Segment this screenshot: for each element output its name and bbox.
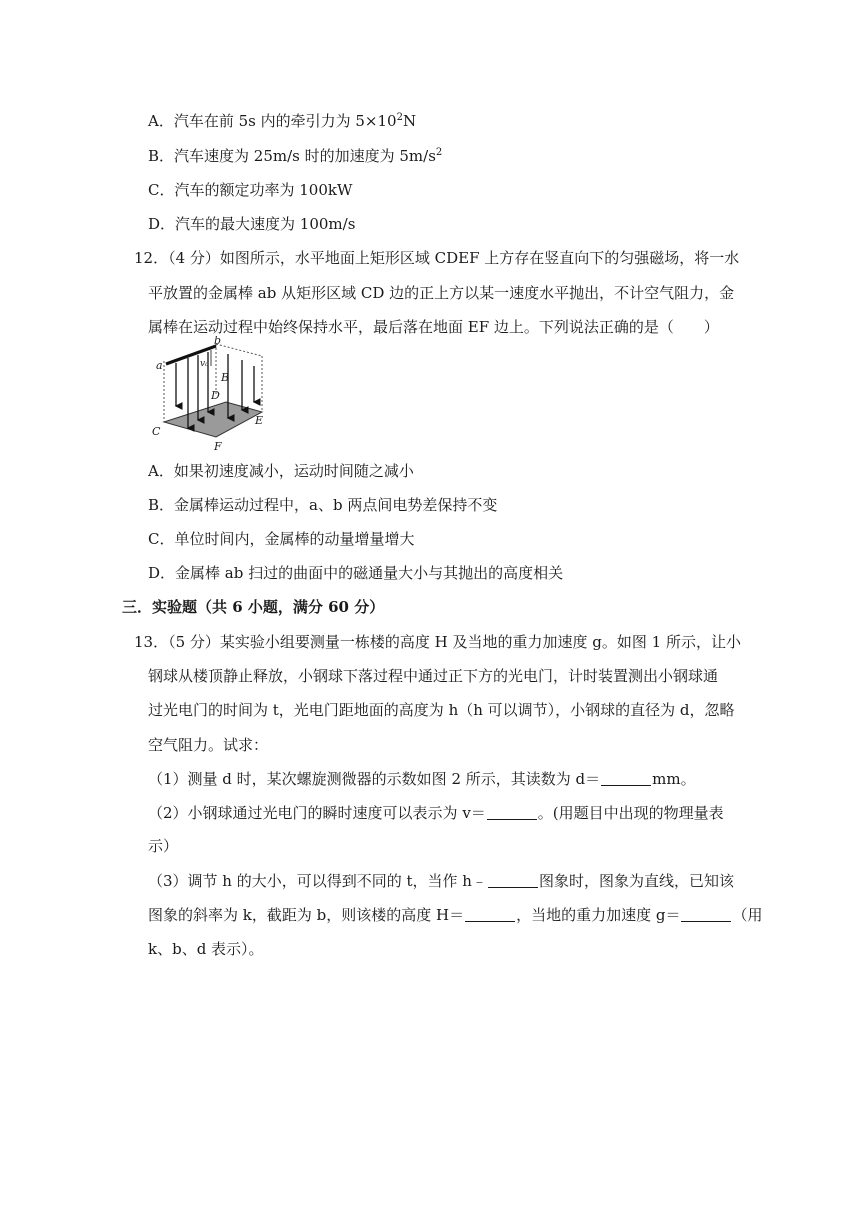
q12-option-c: C．单位时间内，金属棒的动量增量增大 — [148, 530, 415, 548]
answer-blank-H[interactable] — [465, 907, 515, 922]
q13-stem-line-1: 13．（5 分）某实验小组要测量一栋楼的高度 H 及当地的重力加速度 g。如图 1 所示，让小 — [134, 633, 741, 651]
magnetic-field-figure — [142, 336, 282, 454]
q13-sub3-line-3: k、b、d 表示）。 — [148, 940, 264, 958]
q12-stem-line-3: 属棒在运动过程中始终保持水平，最后落在地面 EF 边上。下列说法正确的是（ ） — [148, 318, 719, 336]
svg-text:E: E — [255, 414, 264, 427]
q11-option-b: B．汽车速度为 25m/s 时的加速度为 $5m/s^2$ — [148, 147, 443, 165]
q13-sub3-line-2: 图象的斜率为 k，截距为 b，则该楼的高度 H＝ ，当地的重力加速度 g＝ （用 — [148, 906, 763, 924]
q12-stem-line-1: 12．（4 分）如图所示，水平地面上矩形区域 CDEF 上方存在竖直向下的匀强磁场，将一水 — [134, 249, 740, 267]
svg-text:b: b — [214, 336, 222, 347]
q13-sub3-line-1: （3）调节 h 的大小，可以得到不同的 t，当作 h﹣ 图象时，图象为直线，已知该 — [148, 872, 734, 890]
q13-sub2: （2）小钢球通过光电门的瞬时速度可以表示为 v＝ 。(用题目中出现的物理量表 — [148, 804, 724, 822]
answer-blank-v[interactable] — [487, 805, 537, 820]
q13-stem-line-4: 空气阻力。试求： — [148, 736, 269, 754]
q11-option-c: C．汽车的额定功率为 100kW — [148, 181, 353, 199]
q12-option-a: A．如果初速度减小，运动时间随之减小 — [148, 462, 414, 480]
section-heading: 三．实验题（共 6 小题，满分 60 分） — [122, 598, 385, 616]
q13-sub2-cont: 示） — [148, 837, 179, 855]
q13-stem-line-2: 钢球从楼顶静止释放，小钢球下落过程中通过正下方的光电门，计时装置测出小钢球通 — [148, 667, 719, 685]
svg-text:B: B — [221, 371, 230, 384]
svg-text:v₀: v₀ — [200, 359, 209, 369]
q12-stem-line-2: 平放置的金属棒 ab 从矩形区域 CD 边的正上方以某一速度水平抛出，不计空气阻力，金 — [148, 284, 735, 302]
q12-option-b: B．金属棒运动过程中，a、b 两点间电势差保持不变 — [148, 496, 498, 514]
q13-sub1: （1）测量 d 时，某次螺旋测微器的示数如图 2 所示，其读数为 d＝ mm。 — [148, 770, 696, 788]
svg-text:C: C — [152, 425, 161, 438]
svg-text:D: D — [211, 389, 220, 402]
q13-stem-line-3: 过光电门的时间为 t，光电门距地面的高度为 h（h 可以调节），小钢球的直径为 d，忽略 — [148, 701, 735, 719]
q12-option-d: D．金属棒 ab 扫过的曲面中的磁通量大小与其抛出的高度相关 — [148, 564, 564, 582]
q11-option-a: A．汽车在前 5s 内的牵引力为 $5\times 10^2N$ — [148, 112, 417, 130]
svg-text:F: F — [214, 440, 222, 453]
answer-blank-graph[interactable] — [488, 873, 538, 888]
q11-option-d: D．汽车的最大速度为 100m/s — [148, 215, 356, 233]
ground-rectangle — [164, 402, 262, 437]
svg-text:a: a — [156, 359, 163, 372]
answer-blank-g[interactable] — [681, 907, 731, 922]
answer-blank-d[interactable] — [601, 771, 651, 786]
